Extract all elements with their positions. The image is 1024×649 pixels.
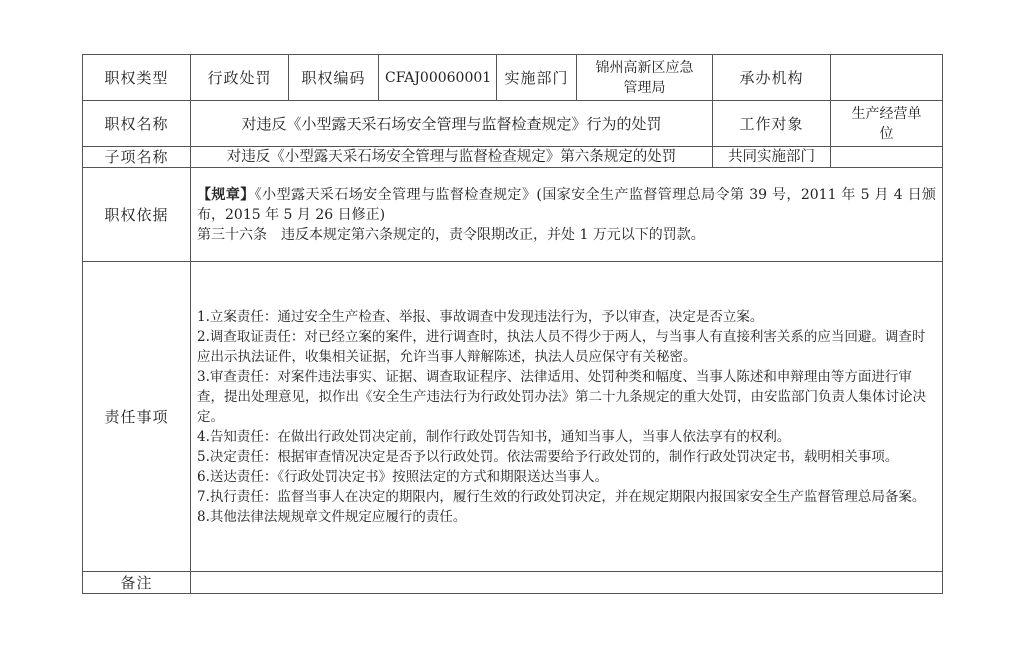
agency-label: 承办机构 (713, 55, 831, 101)
responsibility-item: 6.送达责任：《行政处罚决定书》按照法定的方式和期限送达当事人。 (197, 468, 609, 485)
basis-regulation (197, 185, 936, 225)
agency-value (831, 55, 943, 101)
type-value: 行政处罚 (191, 55, 289, 101)
responsibility-content (191, 262, 943, 572)
basis-row (83, 168, 943, 262)
code-label: 职权编码 (289, 55, 379, 101)
name-row (83, 101, 943, 147)
target-label: 工作对象 (713, 101, 831, 147)
authority-table (82, 54, 943, 594)
responsibility-item: 7.执行责任：监督当事人在决定的期限内，履行生效的行政处罚决定，并在规定期限内报国家安全生产监督管理总局备案。 (197, 488, 926, 505)
basis-content (191, 168, 943, 262)
responsibility-row (83, 262, 943, 572)
basis-line1: 《小型露天采石场安全管理与监督检查规定》(国家安全生产监督管理总局令第 39 号，2011 年 5 月 4 日颁布，2015 年 5 月 26 日修正) (197, 186, 937, 223)
responsibility-item: 2.调查取证责任：对已经立案的案件，进行调查时，执法人员不得少于两人，与当事人有直接利害关系的应当回避。调查时应出示执法证件，收集相关证据，允许当事人辩解陈述，执法人员应保守有关秘密。 (197, 328, 926, 365)
sub-row (83, 147, 943, 168)
sub-value: 对违反《小型露天采石场安全管理与监督检查规定》第六条规定的处罚 (191, 147, 713, 168)
responsibility-label: 责任事项 (83, 262, 191, 572)
responsibility-item: 8.其他法律法规规章文件规定应履行的责任。 (197, 508, 467, 525)
dept-label: 实施部门 (497, 55, 577, 101)
joint-label: 共同实施部门 (713, 147, 831, 168)
target-value: 生产经营单位 (831, 101, 943, 147)
remarks-row (83, 572, 943, 594)
type-label: 职权类型 (83, 55, 191, 101)
code-value: CFAJ00060001 (379, 55, 497, 101)
remarks-value (191, 572, 943, 594)
header-row (83, 55, 943, 101)
responsibility-item: 3.审查责任：对案件违法事实、证据、调查取证程序、法律适用、处罚种类和幅度、当事人陈述和申辩理由等方面进行审查，提出处理意见，拟作出《安全生产违法行为行政处罚办法》第二十九条规定的重大处罚，由安监部门负责人集体讨论决定。 (197, 368, 926, 425)
remarks-label: 备注 (83, 572, 191, 594)
sub-label: 子项名称 (83, 147, 191, 168)
joint-value (831, 147, 943, 168)
responsibility-item: 5.决定责任：根据审查情况决定是否予以行政处罚。依法需要给予行政处罚的，制作行政处罚决定书，载明相关事项。 (197, 448, 899, 465)
basis-tag: 【规章】 (197, 186, 255, 203)
responsibility-item: 4.告知责任：在做出行政处罚决定前，制作行政处罚告知书，通知当事人，当事人依法享有的权利。 (197, 428, 791, 445)
basis-article: 第三十六条 违反本规定第六条规定的，责令限期改正，并处 1 万元以下的罚款。 (197, 226, 705, 243)
name-value: 对违反《小型露天采石场安全管理与监督检查规定》行为的处罚 (191, 101, 713, 147)
name-label: 职权名称 (83, 101, 191, 147)
responsibility-item: 1.立案责任：通过安全生产检查、举报、事故调查中发现违法行为，予以审查，决定是否立案。 (197, 308, 764, 325)
basis-label: 职权依据 (83, 168, 191, 262)
dept-value: 锦州高新区应急管理局 (577, 55, 713, 101)
